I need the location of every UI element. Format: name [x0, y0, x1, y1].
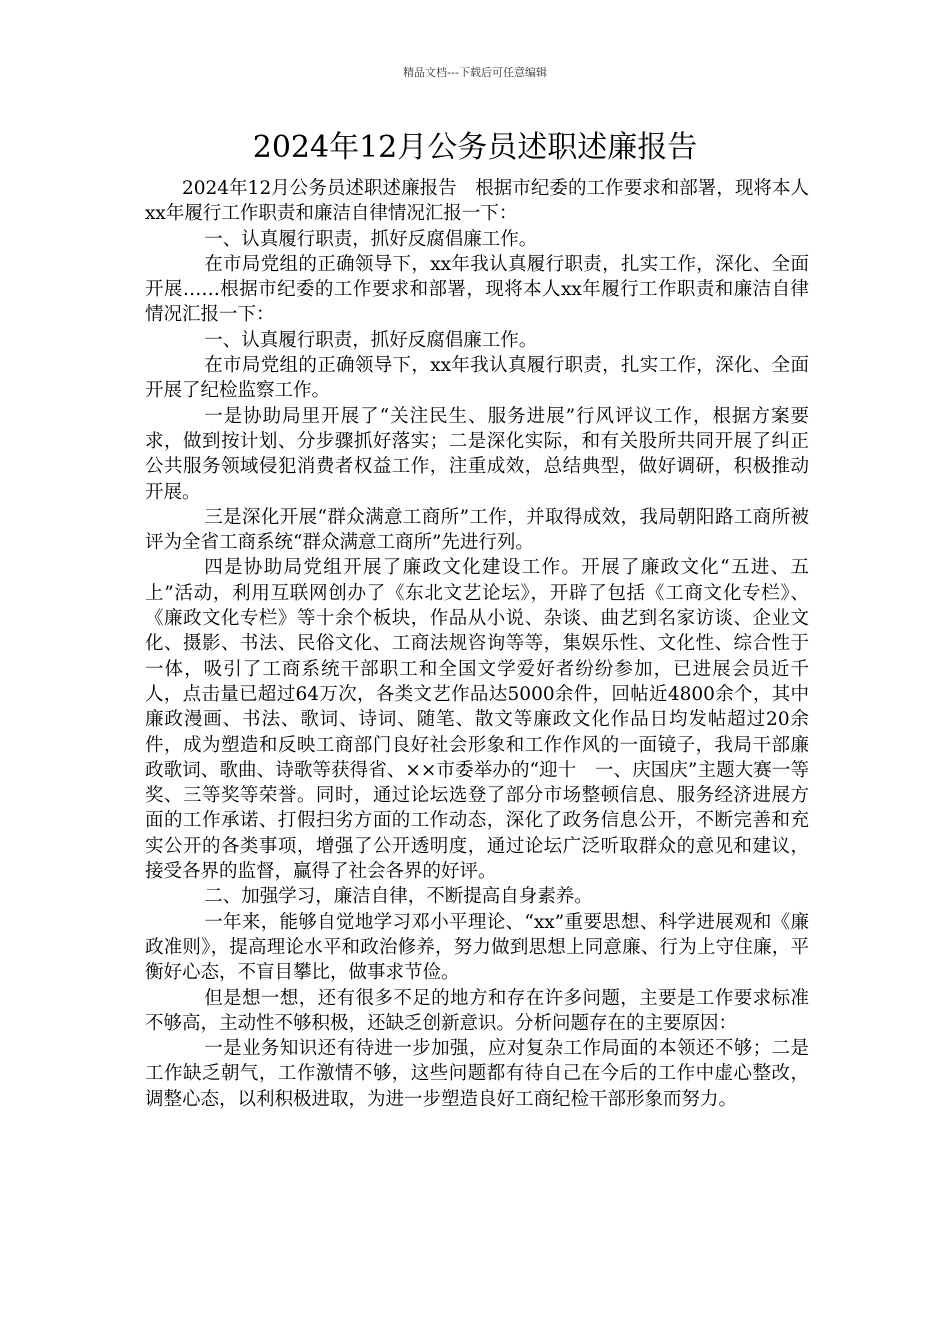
paragraph-section-heading: 一、认真履行职责，抓好反腐倡廉工作。 [204, 228, 538, 250]
paragraph-section-heading: 一、认真履行职责，抓好反腐倡廉工作。 [204, 329, 538, 351]
paragraph: 在市局党组的正确领导下，xx年我认真履行职责，扎实工作，深化、全面开展了纪检监察工作。 [145, 355, 809, 402]
paragraph: 一年来，能够自觉地学习邓小平理论、“xx”重要思想、科学进展观和《廉政准则》，提高理论水平和政治修养，努力做到思想上同意廉、行为上守住廉，平衡好心态，不盲目攀比，做事求节俭。 [145, 911, 809, 984]
page-header-note: 精品文档---下载后可任意编辑 [403, 66, 547, 79]
document-body [145, 176, 809, 1112]
paragraph: 但是想一想，还有很多不足的地方和存在许多问题，主要是工作要求标准不够高，主动性不够积极，还缺乏创新意识。分析问题存在的主要原因： [145, 987, 809, 1034]
paragraph: 一是业务知识还有待进一步加强，应对复杂工作局面的本领还不够；二是工作缺乏朝气，工作激情不够，这些问题都有待自己在今后的工作中虚心整改，调整心态，以利积极进取，为进一步塑造良好工商纪检干部形象而努力。 [145, 1038, 809, 1110]
document-title: 2024年12月公务员述职述廉报告 [252, 130, 698, 165]
paragraph: 在市局党组的正确领导下，xx年我认真履行职责，扎实工作，深化、全面开展……根据市纪委的工作要求和部署，现将本人xx年履行工作职责和廉洁自律情况汇报一下： [145, 253, 809, 326]
paragraph: 三是深化开展“群众满意工商所”工作，并取得成效，我局朝阳路工商所被评为全省工商系统“群众满意工商所”先进行列。 [145, 506, 809, 554]
paragraph: 一是协助局里开展了“关注民生、服务进展”行风评议工作，根据方案要求，做到按计划、分步骤抓好落实；二是深化实际，和有关股所共同开展了纠正公共服务领域侵犯消费者权益工作，注重成效，总结典型，做好调研，积极推动开展。 [145, 405, 809, 503]
paragraph-intro: 2024年12月公务员述职述廉报告 根据市纪委的工作要求和部署，现将本人xx年履行工作职责和廉洁自律情况汇报一下： [145, 178, 809, 225]
paragraph: 四是协助局党组开展了廉政文化建设工作。开展了廉政文化“五进、五上”活动，利用互联网创办了《东北文艺论坛》，开辟了包括《工商文化专栏》、《廉政文化专栏》等十余个板块，作品从小说、杂谈、曲艺到名家访谈、企业文化、摄影、书法、民俗文化、工商法规咨询等等，集娱乐性、文化性、综合性于一体，吸引了工商系统干部职工和全国文学爱好者纷纷参加，已进展会员近千人，点击量已超过64万次，各类文艺作品达5000余件，回帖近4800余个，其中廉政漫画、书法、歌词、诗词、随笔、散文等廉政文化作品日均发帖超过20余件，成为塑造和反映工商部门良好社会形象和工作作风的一面镜子，我局干部廉政歌词、歌曲、诗歌等获得省、××市委举办的“迎十 一、庆国庆”主题大赛一等奖、三等奖等荣誉。同时，通过论坛选登了部分市场整顿信息、服务经济进展方面的工作承诺、打假扫劣方面的工作动态，深化了政务信息公开，不断完善和充实公开的各类事项，增强了公开透明度，通过论坛广泛听取群众的意见和建议，接受各界的监督，赢得了社会各界的好评。 [145, 557, 809, 883]
paragraph-section-heading: 二、加强学习，廉洁自律，不断提高自身素养。 [204, 886, 593, 908]
